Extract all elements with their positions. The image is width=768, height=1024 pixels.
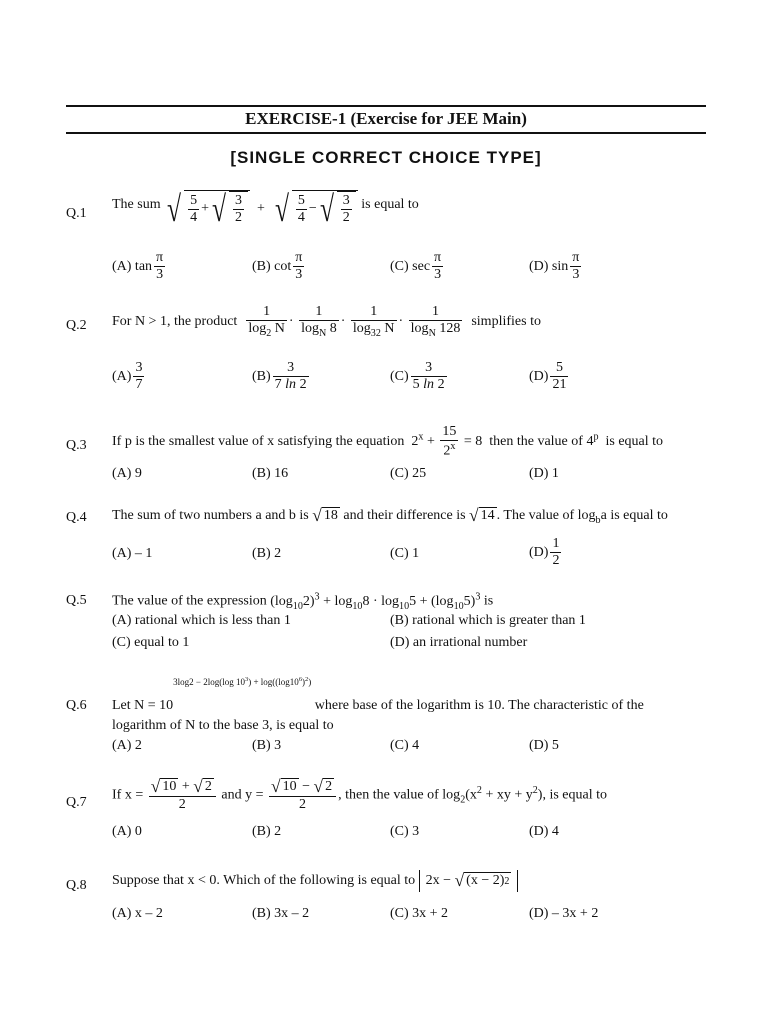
question-number: Q.2 (66, 318, 87, 333)
question-stem: The sum √ $\frac{5}{4}$ + √ $\frac{3}{2}$ + √ $\frac{5}{4}$ − √ $\frac{3}{2}$ is equal to (112, 188, 419, 229)
option-c: (C) sec $\frac{\pi}{3}$ (390, 250, 442, 283)
option-a: (A) 0 (112, 824, 142, 839)
question-stem: If p is the smallest value of x satisfying the equation $2^x$ + $\frac{15}{2^x}$ = 8 then the value of 4$^p$ is equal to (112, 424, 664, 459)
math-expression: 2x − √ (x − 2) 2 (419, 870, 519, 892)
top-rule (66, 105, 706, 107)
option-a: (A) 2 (112, 738, 142, 753)
stem-text: is (483, 593, 494, 609)
stem-text: where base of the logarithm is 10. The characteristic of the (314, 698, 644, 713)
option-a: (A) x – 2 (112, 906, 163, 921)
math-expression: √ $\frac{5}{4}$ + √ $\frac{3}{2}$ (164, 190, 250, 227)
stem-text: Let N = 10 (112, 698, 174, 713)
option-a: (A) $\frac{3}{7}$ (112, 360, 143, 393)
stem-text: If (112, 787, 122, 803)
option-c: (C) 4 (390, 738, 420, 753)
question-stem (112, 591, 493, 611)
question-stem: For N > 1, the product $\frac{1}{\log_2 N}$ · $\frac{1}{\log_N 8}$ · $\frac{1}{\log_{32} N}$ · $\frac{1}{\log_N 128}$ simplifies to (112, 304, 541, 339)
question-number: Q.5 (66, 593, 87, 608)
stem-text: then the value of (489, 434, 583, 450)
question-number: Q.7 (66, 795, 87, 810)
option-d: (D) 5 (529, 738, 559, 753)
stem-text: The sum of two numbers a and b is (112, 507, 309, 523)
stem-text: simplifies to (471, 313, 541, 329)
stem-text: Suppose that x < 0. Which of the following is equal to (112, 872, 416, 888)
option-a: (A) rational which is less than 1 (112, 613, 291, 628)
question-number: Q.4 (66, 510, 87, 525)
option-d: (D) an irrational number (390, 635, 528, 650)
question-stem: The sum of two numbers a and b is √ 18 and their difference is √ 14 . The value of $\log_ba$ is equal to (112, 505, 668, 526)
option-c: (C) 3 (390, 824, 420, 839)
stem-text: For N > 1, the product (112, 313, 238, 329)
math-exponent: 3log2 − 2log(log 103) + log((log106)2) (173, 676, 312, 687)
option-a: (A) 9 (112, 466, 142, 481)
math-expression: $2^x$ + $\frac{15}{2^x}$ = 8 (411, 424, 483, 459)
option-b: (B) 2 (252, 546, 282, 561)
option-d: (D) $\frac{1}{2}$ (529, 536, 560, 569)
option-b: (B) 3 (252, 738, 282, 753)
header-underline (66, 132, 706, 134)
stem-text: , is equal to (542, 787, 608, 803)
page-title: EXERCISE-1 (Exercise for JEE Main) (245, 109, 527, 128)
option-b: (B) 2 (252, 824, 282, 839)
math-expression: $(\log_{10}2)^3 + \log_{10}8 \cdot \log_{10}5 + (\log_{10}5)^3$ (270, 591, 481, 612)
option-b: (B) cot $\frac{\pi}{3}$ (252, 250, 303, 283)
stem-text: is equal to (605, 434, 664, 450)
question-stem: If x = √ 10 + √ 2 2 and y = √ 10 − √ 2 2 , then the value of $\log_2(x^2$ + xy + $y^2$), is equal to (112, 776, 608, 812)
stem-text: , then the value of (338, 787, 439, 803)
question-stem (112, 676, 644, 713)
stem-text: is equal to (361, 196, 419, 212)
option-a: (A) – 1 (112, 546, 153, 561)
question-number: Q.8 (66, 878, 87, 893)
option-b: (B) 3x – 2 (252, 906, 310, 921)
option-d: (D) 4 (529, 824, 559, 839)
option-d: (D) 1 (529, 466, 559, 481)
option-c: (C) $\frac{3}{5 \ln 2}$ (390, 360, 445, 393)
option-b: (B) 16 (252, 466, 289, 481)
question-number: Q.6 (66, 698, 87, 713)
option-c: (C) 1 (390, 546, 420, 561)
option-b: (B) rational which is greater than 1 (390, 613, 586, 628)
question-number: Q.1 (66, 206, 87, 221)
stem-text: is equal to (610, 507, 668, 523)
stem-text: and (221, 787, 242, 803)
option-a: (A) tan $\frac{\pi}{3}$ (112, 250, 164, 283)
stem-text: and their difference is (343, 507, 466, 523)
section-subtitle: [SINGLE CORRECT CHOICE TYPE] (230, 148, 542, 167)
option-d: (D) sin $\frac{\pi}{3}$ (529, 250, 580, 283)
math-expression: $\frac{1}{\log_2 N}$ (248, 304, 285, 339)
option-c: (C) 3x + 2 (390, 906, 449, 921)
question-stem-line2: logarithm of N to the base 3, is equal to (112, 718, 334, 733)
math-expression: √ $\frac{5}{4}$ − √ $\frac{3}{2}$ (272, 190, 358, 227)
stem-text: . The value of (496, 507, 575, 523)
stem-text: If p is the smallest value of x satisfying the equation (112, 434, 405, 450)
option-d: (D) $\frac{5}{21}$ (529, 360, 567, 393)
question-stem (112, 870, 518, 892)
stem-text: The sum (112, 196, 161, 212)
stem-text: The value of the expression (112, 593, 267, 609)
option-c: (C) equal to 1 (112, 635, 190, 650)
option-b: (B) $\frac{3}{7 \ln 2}$ (252, 360, 307, 393)
option-d: (D) – 3x + 2 (529, 906, 599, 921)
question-number: Q.3 (66, 438, 87, 453)
option-c: (C) 25 (390, 466, 427, 481)
